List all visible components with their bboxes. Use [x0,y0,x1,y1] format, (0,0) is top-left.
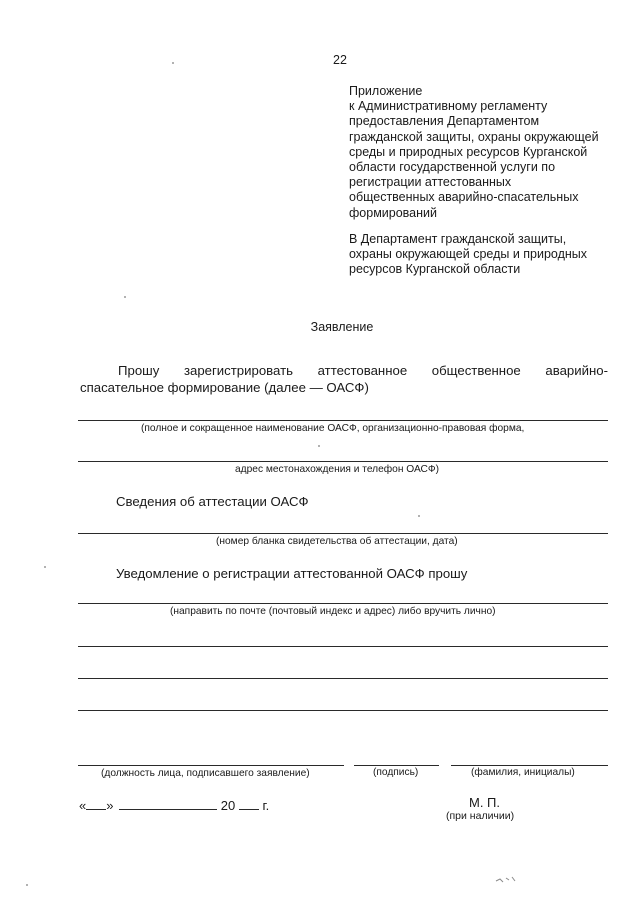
date-row [79,796,269,813]
page-number: 22 [333,53,347,67]
appendix-line: области государственной услуги по [349,160,556,175]
document-title: Заявление [310,320,374,334]
attestation-heading: Сведения об аттестации ОАСФ [116,494,309,509]
year-suffix: г. [262,798,270,813]
scan-speck [418,515,420,517]
addressee-line: ресурсов Курганской области [349,262,521,277]
appendix-line: предоставления Департаментом [349,114,540,129]
name-caption: (полное и сокращенное наименование ОАСФ, организационно-правовая форма, [141,423,525,434]
appendix-line: формирований [349,205,437,220]
sign-caption: (подпись) [373,767,419,778]
appendix-line: гражданской защиты, охраны окружающей [349,129,599,144]
addressee-line: охраны окружающей среды и природных [349,247,588,262]
month-fill-line[interactable] [119,796,217,810]
date-open-quote: « [79,798,87,813]
name-fill-line[interactable] [78,420,608,421]
appendix-line: регистрации аттестованных [349,175,512,190]
delivery-fill-line[interactable] [78,603,608,604]
appendix-header [349,84,619,221]
appendix-title: Приложение [349,84,423,98]
name-signature-line[interactable] [451,765,608,766]
position-signature-line[interactable] [78,765,344,766]
address-fill-line[interactable] [78,461,608,462]
certificate-caption: (номер бланка свидетельства об аттестации, дата) [216,536,458,547]
year-fill-line[interactable] [239,796,259,810]
scan-speck [318,445,320,447]
blank-fill-line[interactable] [78,710,608,711]
delivery-caption: (направить по почте (почтовый индекс и адрес) либо вручить лично) [170,606,496,617]
position-caption: (должность лица, подписавшего заявление) [101,768,310,779]
scan-speck [44,566,46,568]
addressee-block [349,232,619,278]
address-caption: адрес местонахождения и телефон ОАСФ) [235,464,440,475]
faint-seal-mark-icon [494,873,518,887]
appendix-line: к Административному регламенту [349,99,548,114]
addressee-line: В Департамент гражданской защиты, [349,232,567,246]
date-close-quote: » [106,798,114,813]
day-fill-line[interactable] [86,796,106,810]
certificate-fill-line[interactable] [78,533,608,534]
appendix-line: общественных аварийно-спасательных [349,190,579,205]
scan-speck [26,884,28,886]
appendix-line: среды и природных ресурсов Курганской [349,144,588,159]
scan-speck [124,296,126,298]
stamp-label: М. П. [469,795,501,810]
sign-signature-line[interactable] [354,765,439,766]
year-prefix: 20 [220,798,236,813]
notification-heading: Уведомление о регистрации аттестованной ОАСФ прошу [116,566,468,581]
blank-fill-line[interactable] [78,646,608,647]
blank-fill-line[interactable] [78,678,608,679]
stamp-note: (при наличии) [446,810,515,822]
scan-speck [172,62,174,64]
request-paragraph: Прошу зарегистрировать аттестованное общественное аварийно-спасательное формирование (далее — ОАСФ) [80,363,608,395]
name-signature-caption: (фамилия, инициалы) [471,767,575,778]
